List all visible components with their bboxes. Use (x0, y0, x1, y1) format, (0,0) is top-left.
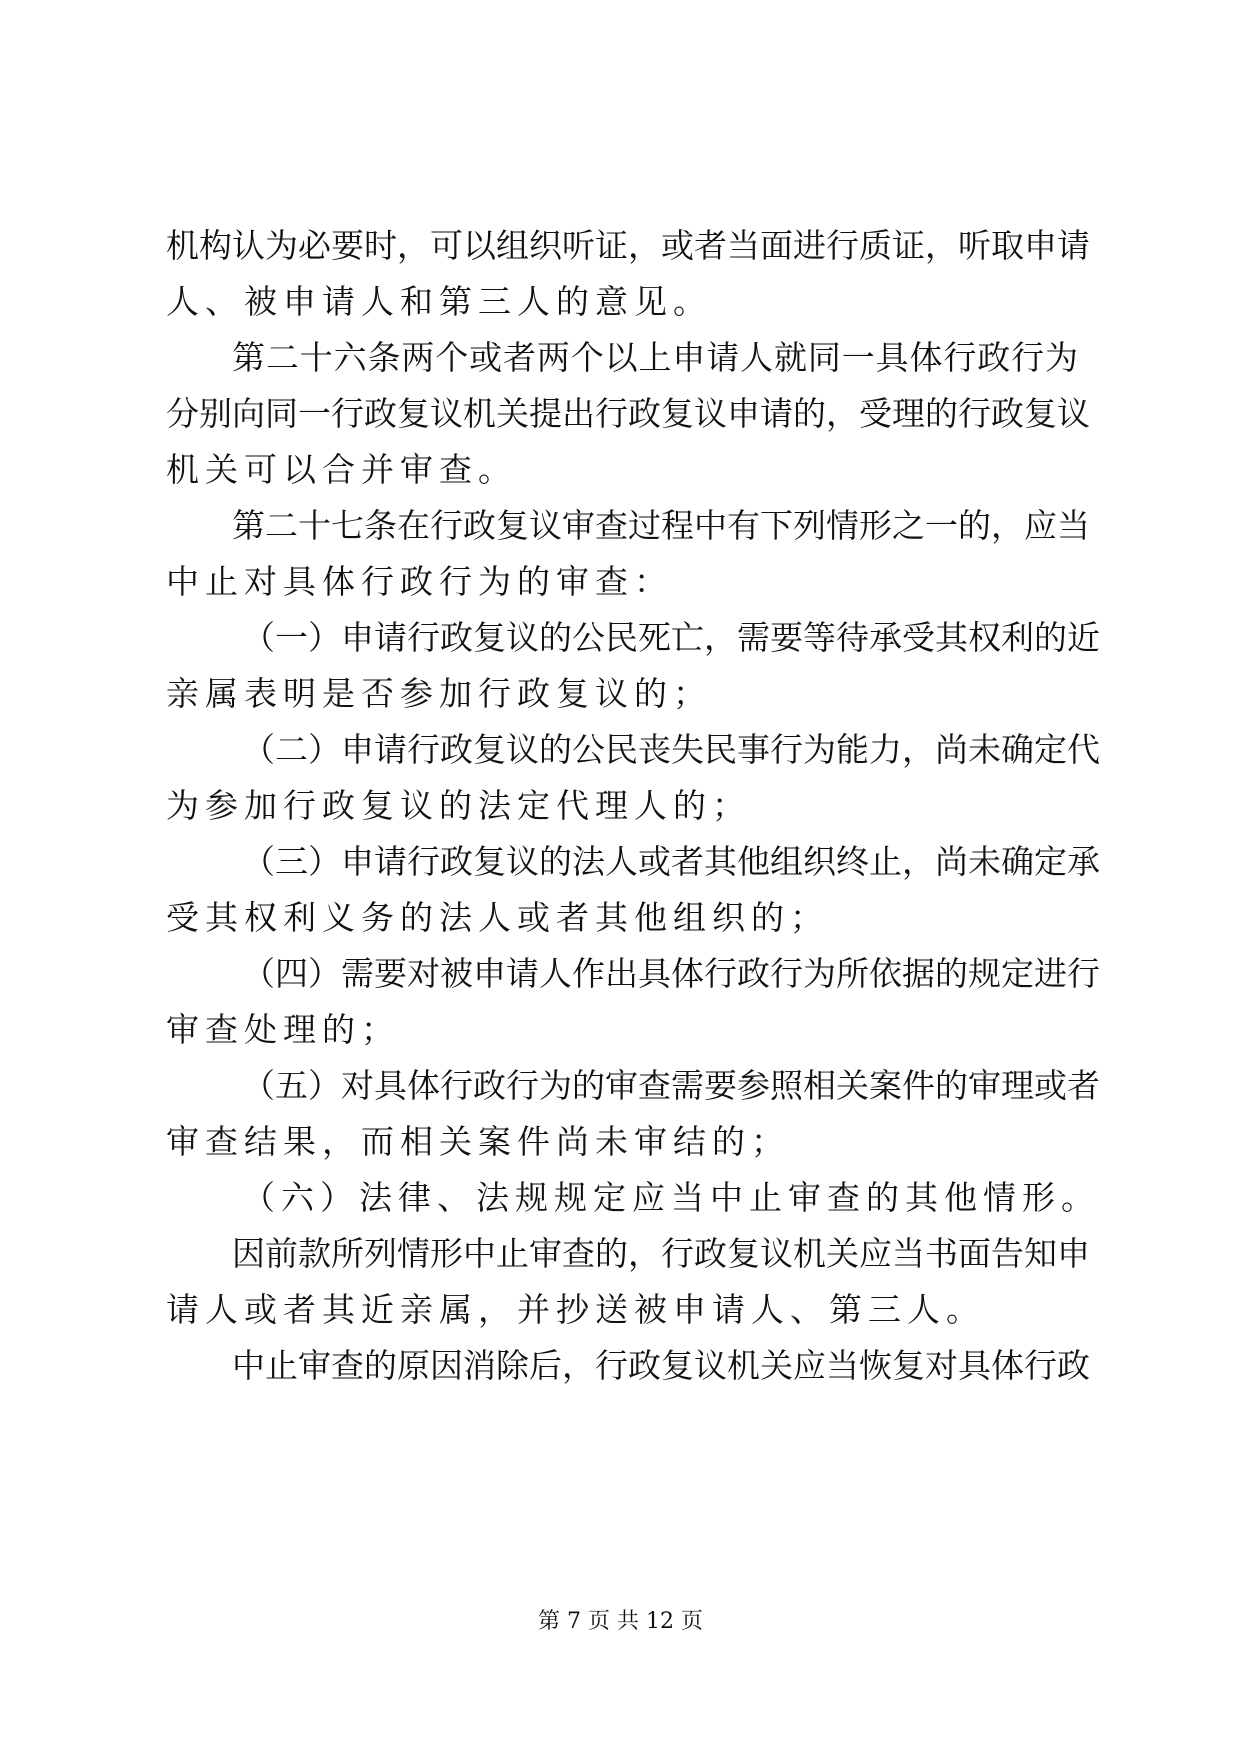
text-line: 请人或者其近亲属，并抄送被申请人、第三人。 (166, 1290, 985, 1329)
text-line: （ 三 ） 申 请 行 政 复 议 的 法 人 或 者 其 他 组 织 终 止 ， 尚 未 确 定 承 (242, 842, 1100, 881)
text-line: 因 前 款 所 列 情 形 中 止 审 查 的 ， 行 政 复 议 机 关 应 当 书 面 告 知 申 (232, 1234, 1090, 1273)
text-line: （六）法律、法规规定应当中止审查的其他情形。 (242, 1178, 1100, 1217)
text-line: 分 别 向 同 一 行 政 复 议 机 关 提 出 行 政 复 议 申 请 的 ， 受 理 的 行 政 复 议 (166, 394, 1090, 433)
text-line: （ 四 ） 需 要 对 被 申 请 人 作 出 具 体 行 政 行 为 所 依 据 的 规 定 进 行 (242, 954, 1100, 993)
text-line: 为参加行政复议的法定代理人的； (166, 786, 751, 825)
text-line: （ 五 ） 对 具 体 行 政 行 为 的 审 查 需 要 参 照 相 关 案 件 的 审 理 或 者 (242, 1066, 1100, 1105)
text-line: 机关可以合并审查。 (166, 450, 517, 489)
text-line: 审查结果，而相关案件尚未审结的； (166, 1122, 790, 1161)
text-line: 第 二 十 七 条 在 行 政 复 议 审 查 过 程 中 有 下 列 情 形 之 一 的 ， 应 当 (232, 506, 1090, 545)
text-line: 人、被申请人和第三人的意见。 (166, 282, 712, 321)
text-line: 审查处理的； (166, 1010, 400, 1049)
text-line: 中止对具体行政行为的审查： (166, 562, 673, 601)
text-line: （ 二 ） 申 请 行 政 复 议 的 公 民 丧 失 民 事 行 为 能 力 ， 尚 未 确 定 代 (242, 730, 1100, 769)
text-line: 第 二 十 六 条 两 个 或 者 两 个 以 上 申 请 人 就 同 一 具 体 行 政 行 为 (232, 338, 1078, 377)
text-line: 中 止 审 查 的 原 因 消 除 后 ， 行 政 复 议 机 关 应 当 恢 复 对 具 体 行 政 (232, 1346, 1090, 1385)
text-line: 受其权利义务的法人或者其他组织的； (166, 898, 829, 937)
text-line: 机 构 认 为 必 要 时 ， 可 以 组 织 听 证 ， 或 者 当 面 进 行 质 证 ， 听 取 申 请 (166, 226, 1090, 265)
text-line: 亲属表明是否参加行政复议的； (166, 674, 712, 713)
text-line: （ 一 ） 申 请 行 政 复 议 的 公 民 死 亡 ， 需 要 等 待 承 受 其 权 利 的 近 (242, 618, 1100, 657)
page-number-footer: 第 7 页 共 12 页 (538, 1609, 703, 1634)
